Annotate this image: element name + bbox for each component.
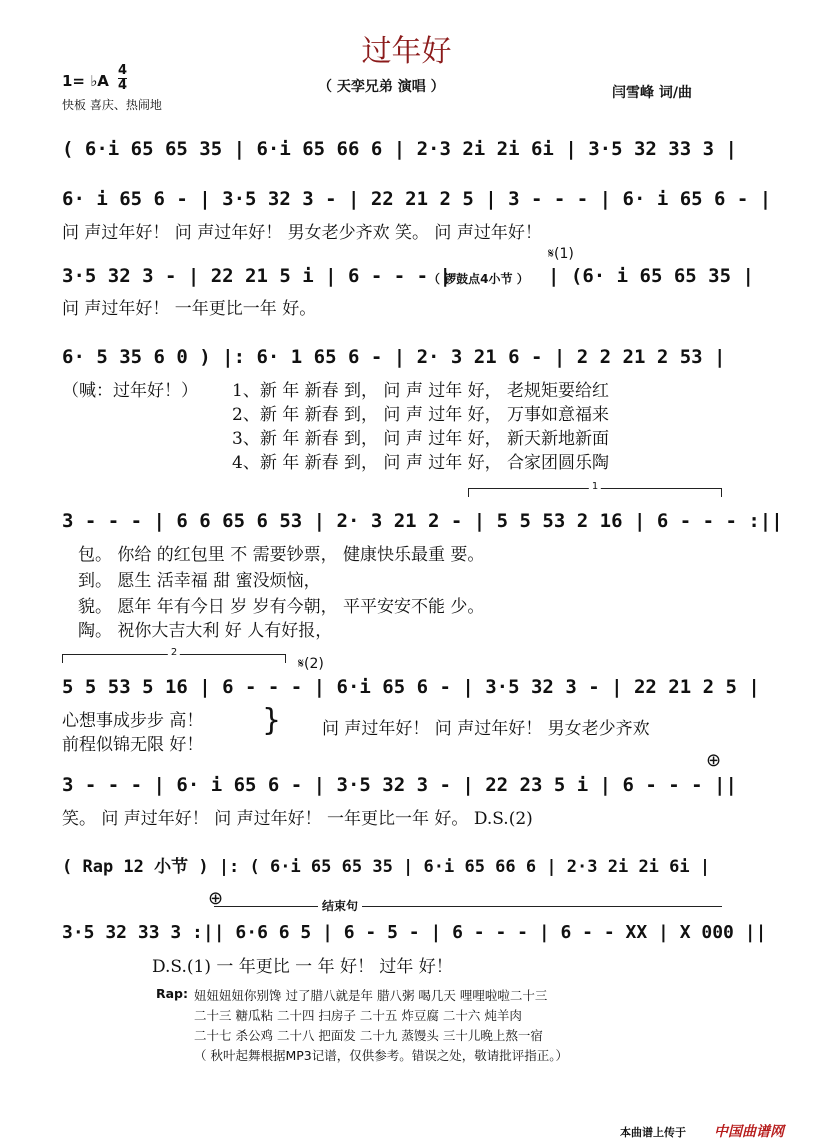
notation-line-6: 5 5 53 5 16 | 6 - - - | 6·i 65 6 - | 3·5 32 3 - | 22 21 2 5 |	[62, 676, 760, 698]
verse-1-line-b: 包。 你给 的红包里 不 需要钞票， 健康快乐最重 要。	[78, 545, 485, 565]
notation-line-2: 6· i 65 6 - | 3·5 32 3 - | 22 21 2 5 | 3 - - - | 6· i 65 6 - |	[62, 188, 772, 210]
lyrics-line-9: D.S.(1) 一 年更比 一 年 好！ 过年 好！	[152, 957, 453, 977]
volta-2-bracket	[62, 647, 286, 663]
time-signature-bottom: 4	[118, 78, 128, 93]
transcriber-note: （ 秋叶起舞根据MP3记谱，仅供参考。错误之处，敬请批评指正。）	[194, 1048, 569, 1063]
ending-line	[214, 906, 722, 907]
time-signature-top: 4	[118, 63, 128, 78]
rap-line-3: 二十七 杀公鸡 二十八 把面发 二十九 蒸馒头 三十儿晚上熬一宿	[194, 1028, 543, 1043]
notation-line-4: 6· 5 35 6 0 ) |: 6· 1 65 6 - | 2· 3 21 6 - | 2 2 21 2 53 |	[62, 346, 726, 368]
composer: 闫雪峰 词/曲	[612, 85, 692, 101]
verse-2-line-b: 到。 愿生 活幸福 甜 蜜没烦恼，	[78, 571, 321, 591]
segno-2-marker: 𝄋(2)	[298, 656, 324, 672]
brace-glyph: }	[262, 703, 282, 738]
key-signature: 1= ♭A	[62, 72, 109, 90]
page-title: 过年好	[361, 34, 452, 69]
rap-line-2: 二十三 糖瓜粘 二十四 扫房子 二十五 炸豆腐 二十六 炖羊肉	[194, 1008, 522, 1023]
upload-text: 本曲谱上传于	[620, 1126, 686, 1139]
rap-line-1: 妞妞妞妞你别馋 过了腊八就是年 腊八粥 喝几天 哩哩啦啦二十三	[194, 988, 548, 1003]
notation-line-8: ( Rap 12 小节 ) |: ( 6·i 65 65 35 | 6·i 65 66 6 | 2·3 2i 2i 6i |	[62, 857, 711, 877]
notation-line-7: 3 - - - | 6· i 65 6 - | 3·5 32 3 - | 22 23 5 i | 6 - - - ||	[62, 774, 737, 796]
verse-3-line-b: 貌。 愿年 年有今日 岁 岁有今朝， 平平安安不能 少。	[78, 597, 485, 617]
lyrics-line-2: 问 声过年好！ 问 声过年好！ 男女老少齐欢 笑。 问 声过年好！	[62, 223, 542, 243]
lyrics-line-7: 笑。 问 声过年好！ 问 声过年好！ 一年更比一年 好。 D.S.(2)	[62, 809, 533, 829]
ending-label: 结束句	[318, 897, 362, 914]
segno-1-marker: 𝄋(1)	[548, 246, 574, 262]
verse-3-line-a: 3、新 年 新春 到， 问 声 过年 好， 新天新地新面	[232, 429, 610, 449]
shout-lyric: （喊：过年好！）	[62, 381, 198, 401]
lyrics-line-3: 问 声过年好！ 一年更比一年 好。	[62, 299, 317, 319]
notation-line-5: 3 - - - | 6 6 65 6 53 | 2· 3 21 2 - | 5 5 53 2 16 | 6 - - - :||	[62, 510, 783, 532]
notation-line-1: ( 6·i 65 65 35 | 6·i 65 66 6 | 2·3 2i 2i 6i | 3·5 32 33 3 |	[62, 138, 737, 160]
site-logo[interactable]: 中国曲谱网	[714, 1124, 784, 1140]
tempo-marking: 快板 喜庆、热闹地	[62, 98, 162, 112]
verse-4-line-b: 陶。 祝你大吉大利 好 人有好报，	[78, 621, 333, 641]
notation-line-3: 3·5 32 3 - | 22 21 5 i | 6 - - - |	[62, 265, 451, 287]
time-signature	[118, 64, 127, 93]
volta-2-lyric-b: 前程似锦无限 好！	[62, 735, 204, 755]
volta-2-label: 2	[168, 647, 180, 658]
performer: （ 天孪兄弟 演唱 ）	[318, 79, 445, 95]
notation-line-9: 3·5 32 33 3 :|| 6·6 6 5 | 6 - 5 - | 6 - - - | 6 - - XX | X 000 ||	[62, 922, 767, 943]
coda-2-icon: ⊕	[208, 888, 224, 909]
notation-line-3b: | (6· i 65 65 35 |	[548, 265, 754, 287]
volta-1-bracket	[468, 481, 722, 497]
volta-2-lyric-a: 心想事成步步 高！	[62, 711, 204, 731]
verse-1-line-a: 1、新 年 新春 到， 问 声 过年 好， 老规矩要给红	[232, 381, 610, 401]
volta-1-label: 1	[589, 481, 601, 492]
verse-2-line-a: 2、新 年 新春 到， 问 声 过年 好， 万事如意福来	[232, 405, 610, 425]
percussion-marker: （ 锣鼓点4小节 ）	[428, 272, 529, 286]
verse-4-line-a: 4、新 年 新春 到， 问 声 过年 好， 合家团圆乐陶	[232, 453, 610, 473]
rap-label: Rap:	[156, 986, 189, 1001]
lyrics-line-6: 问 声过年好！ 问 声过年好！ 男女老少齐欢	[322, 719, 650, 739]
coda-1-icon: ⊕	[706, 750, 722, 771]
